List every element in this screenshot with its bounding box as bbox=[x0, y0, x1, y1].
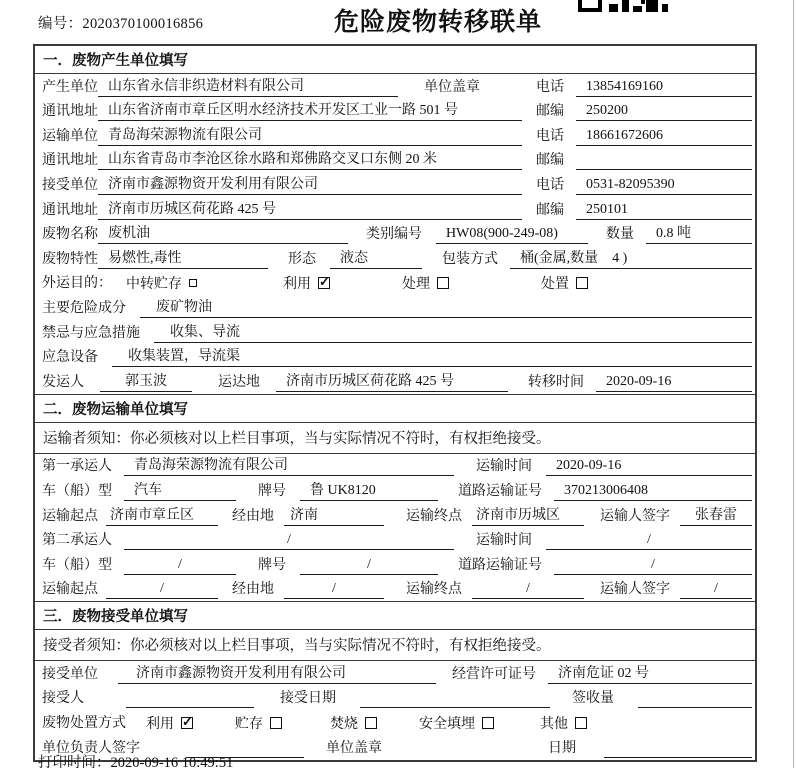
plate-value: 鲁 UK8120 bbox=[300, 482, 438, 501]
route-end-label: 运输终点 bbox=[406, 508, 462, 524]
zip-label: 邮编 bbox=[536, 153, 564, 169]
vehicle-type-label: 车（船）型 bbox=[42, 557, 112, 573]
row-receive-address bbox=[35, 197, 755, 222]
receive-unit-value: 济南市鑫源物资开发利用有限公司 bbox=[98, 176, 522, 195]
first-carrier-label: 第一承运人 bbox=[42, 459, 112, 475]
zip-label: 邮编 bbox=[536, 202, 564, 218]
row-vehicle-2 bbox=[35, 552, 755, 577]
destination-value: 济南市历城区荷花路 425 号 bbox=[276, 373, 508, 392]
disposal-option-incinerate bbox=[330, 713, 377, 733]
disposal-option-store bbox=[235, 713, 282, 733]
row-produce-unit bbox=[35, 74, 755, 99]
via-label: 经由地 bbox=[232, 582, 274, 598]
row-receiver-person bbox=[35, 686, 755, 711]
transfer-time-label: 转移时间 bbox=[528, 374, 584, 390]
purpose-option-transfer bbox=[126, 273, 197, 293]
transport-time-label: 运输时间 bbox=[476, 459, 532, 475]
section2-header: 二．废物运输单位填写 bbox=[35, 395, 755, 423]
phone-label: 电话 bbox=[536, 128, 564, 144]
signed-quantity-label: 签收量 bbox=[572, 691, 614, 707]
section-producer bbox=[35, 46, 755, 394]
row-emergency-equipment bbox=[35, 345, 755, 370]
route-start-value: / bbox=[106, 580, 218, 599]
disposal-label: 废物处置方式 bbox=[42, 716, 126, 732]
treat-checkbox bbox=[437, 277, 449, 289]
route-start-value: 济南市章丘区 bbox=[106, 507, 218, 526]
purpose-label: 外运目的： bbox=[42, 276, 112, 292]
row-receive-unit-3 bbox=[35, 661, 755, 686]
unit-stamp-label: 单位盖章 bbox=[424, 79, 480, 95]
dispose-checkbox bbox=[576, 277, 588, 289]
waste-character-value: 易燃性,毒性 bbox=[98, 250, 268, 269]
transport-time-label: 运输时间 bbox=[476, 533, 532, 549]
sender-value: 郭玉波 bbox=[100, 373, 192, 392]
sender-label: 发运人 bbox=[42, 374, 84, 390]
row-waste-character bbox=[35, 246, 755, 271]
incinerate-checkbox bbox=[365, 717, 377, 729]
row-vehicle-1 bbox=[35, 478, 755, 503]
section-receiver bbox=[35, 601, 755, 759]
receiver-label: 接受人 bbox=[42, 691, 84, 707]
packing-label: 包装方式 bbox=[442, 251, 498, 267]
print-time-line bbox=[38, 751, 233, 768]
row-second-carrier bbox=[35, 528, 755, 553]
phone-label: 电话 bbox=[536, 177, 564, 193]
row-transport-address bbox=[35, 148, 755, 173]
vehicle-type-value: 汽车 bbox=[124, 482, 236, 501]
road-license-label: 道路运输证号 bbox=[458, 483, 542, 499]
zip-label: 邮编 bbox=[536, 104, 564, 120]
disposal-option-label: 贮存 bbox=[235, 717, 263, 733]
row-sender bbox=[35, 369, 755, 394]
address-label: 通讯地址 bbox=[42, 104, 98, 120]
receive-unit-label: 接受单位 bbox=[42, 666, 98, 682]
route-end-value: 济南市历城区 bbox=[472, 507, 584, 526]
manifest-form bbox=[33, 44, 757, 762]
disposal-option-label: 安全填埋 bbox=[419, 717, 475, 733]
purpose-option-dispose bbox=[541, 273, 588, 293]
form-label: 形态 bbox=[288, 251, 316, 267]
print-time-label: 打印时间： bbox=[38, 755, 111, 768]
unit-stamp-label: 单位盖章 bbox=[326, 740, 382, 756]
via-label: 经由地 bbox=[232, 508, 274, 524]
via-value: / bbox=[284, 580, 384, 599]
route-start-label: 运输起点 bbox=[42, 582, 98, 598]
road-license-value: / bbox=[554, 556, 752, 575]
hazard-label: 主要危险成分 bbox=[42, 300, 126, 316]
row-route-2 bbox=[35, 577, 755, 602]
vehicle-type-value: / bbox=[124, 556, 236, 575]
date-value bbox=[604, 739, 752, 758]
transfer-checkbox bbox=[189, 279, 197, 287]
row-taboo-measures bbox=[35, 320, 755, 345]
disposal-option-label: 利用 bbox=[146, 717, 174, 733]
waste-character-label: 废物特性 bbox=[42, 251, 98, 267]
carrier-sign-label: 运输人签字 bbox=[600, 508, 670, 524]
receive-unit-value: 济南市鑫源物资开发利用有限公司 bbox=[118, 665, 436, 684]
page-edge-divider bbox=[793, 0, 794, 768]
via-value: 济南 bbox=[284, 507, 384, 526]
serial-value: 2020370100016856 bbox=[82, 16, 204, 32]
responsible-sign-label: 单位负责人签字 bbox=[42, 740, 140, 756]
row-receive-unit bbox=[35, 172, 755, 197]
transport-unit-label: 运输单位 bbox=[42, 128, 98, 144]
produce-address-value: 山东省济南市章丘区明水经济技术开发区工业一路 501 号 bbox=[98, 102, 522, 121]
category-value: HW08(900-249-08) bbox=[436, 225, 588, 244]
address-label: 通讯地址 bbox=[42, 202, 98, 218]
transport-time-value: 2020-09-16 bbox=[546, 457, 752, 476]
page-title: 危险废物转移联单 bbox=[333, 8, 542, 36]
hazard-value: 废矿物油 bbox=[140, 299, 752, 318]
second-carrier-value: / bbox=[124, 531, 454, 550]
produce-zip-value: 250200 bbox=[576, 102, 752, 121]
equipment-label: 应急设备 bbox=[42, 350, 98, 366]
phone-label: 电话 bbox=[536, 79, 564, 95]
produce-phone-value: 13854169160 bbox=[576, 78, 752, 97]
first-carrier-value: 青岛海荣源物流有限公司 bbox=[124, 457, 454, 476]
row-disposal-method bbox=[35, 710, 755, 735]
purpose-option-label: 中转贮存 bbox=[126, 277, 182, 293]
disposal-option-other bbox=[540, 713, 587, 733]
taboo-label: 禁忌与应急措施 bbox=[42, 325, 140, 341]
receiver-value bbox=[126, 689, 254, 708]
row-hazard-component bbox=[35, 295, 755, 320]
produce-unit-value: 山东省永信非织造材料有限公司 bbox=[98, 78, 398, 97]
receiver-notice: 接受者须知：你必须核对以上栏目事项，当与实际情况不符时，有权拒绝接受。 bbox=[35, 630, 755, 661]
purpose-option-treat bbox=[402, 273, 449, 293]
road-license-value: 370213006408 bbox=[554, 482, 752, 501]
row-transport-unit bbox=[35, 123, 755, 148]
plate-label: 牌号 bbox=[258, 483, 286, 499]
use-checkbox bbox=[318, 277, 330, 289]
row-route-1 bbox=[35, 503, 755, 528]
receive-date-label: 接受日期 bbox=[280, 691, 336, 707]
operating-license-value: 济南危证 02 号 bbox=[548, 665, 752, 684]
plate-label: 牌号 bbox=[258, 557, 286, 573]
landfill-checkbox bbox=[482, 717, 494, 729]
quantity-label: 数量 bbox=[606, 227, 634, 243]
use-checkbox bbox=[181, 717, 193, 729]
equipment-value: 收集装置，导流渠 bbox=[112, 348, 752, 367]
form-value: 液态 bbox=[330, 250, 422, 269]
row-produce-address bbox=[35, 99, 755, 124]
section3-header: 三．废物接受单位填写 bbox=[35, 602, 755, 630]
waste-name-label: 废物名称 bbox=[42, 227, 98, 243]
destination-label: 运达地 bbox=[218, 374, 260, 390]
receive-phone-value: 0531-82095390 bbox=[576, 176, 752, 195]
address-label: 通讯地址 bbox=[42, 153, 98, 169]
transport-address-value: 山东省青岛市李沧区徐水路和郑佛路交叉口东侧 20 米 bbox=[98, 151, 522, 170]
waste-name-value: 废机油 bbox=[98, 225, 348, 244]
route-end-value: / bbox=[472, 580, 584, 599]
taboo-value: 收集、导流 bbox=[154, 324, 752, 343]
carrier-sign-value: 张春雷 bbox=[680, 507, 752, 526]
row-first-carrier bbox=[35, 454, 755, 479]
quantity-value: 0.8 吨 bbox=[646, 225, 752, 244]
purpose-option-label: 处置 bbox=[541, 277, 569, 293]
transport-phone-value: 18661672606 bbox=[576, 127, 752, 146]
receive-unit-label: 接受单位 bbox=[42, 177, 98, 193]
operating-license-label: 经营许可证号 bbox=[452, 666, 536, 682]
purpose-option-label: 利用 bbox=[283, 277, 311, 293]
route-end-label: 运输终点 bbox=[406, 582, 462, 598]
section1-header: 一．废物产生单位填写 bbox=[35, 46, 755, 74]
disposal-option-label: 焚烧 bbox=[330, 717, 358, 733]
transport-time-value: / bbox=[546, 531, 752, 550]
receive-zip-value: 250101 bbox=[576, 201, 752, 220]
transporter-notice: 运输者须知：你必须核对以上栏目事项，当与实际情况不符时，有权拒绝接受。 bbox=[35, 423, 755, 454]
route-start-label: 运输起点 bbox=[42, 508, 98, 524]
row-waste-name bbox=[35, 222, 755, 247]
category-label: 类别编号 bbox=[366, 227, 422, 243]
disposal-option-label: 其他 bbox=[540, 717, 568, 733]
other-checkbox bbox=[575, 717, 587, 729]
vehicle-type-label: 车（船）型 bbox=[42, 483, 112, 499]
row-purpose bbox=[35, 271, 755, 296]
transfer-time-value: 2020-09-16 bbox=[596, 373, 752, 392]
purpose-option-use bbox=[283, 273, 330, 293]
signed-quantity-value bbox=[638, 689, 752, 708]
print-time-value: 2020-09-16 10:49:51 bbox=[110, 755, 234, 768]
second-carrier-label: 第二承运人 bbox=[42, 533, 112, 549]
plate-value: / bbox=[300, 556, 438, 575]
packing-value: 桶(金属,数量 4 ) bbox=[510, 250, 752, 269]
purpose-option-label: 处理 bbox=[402, 277, 430, 293]
produce-unit-label: 产生单位 bbox=[42, 79, 98, 95]
section-transporter bbox=[35, 394, 755, 602]
serial-label: 编号： bbox=[38, 16, 83, 32]
carrier-sign-value: / bbox=[680, 580, 752, 599]
qr-code-fragment-icon bbox=[578, 0, 668, 18]
date-label: 日期 bbox=[548, 740, 576, 756]
carrier-sign-label: 运输人签字 bbox=[600, 582, 670, 598]
store-checkbox bbox=[270, 717, 282, 729]
receive-date-value bbox=[360, 689, 550, 708]
receive-address-value: 济南市历城区荷花路 425 号 bbox=[98, 201, 522, 220]
road-license-label: 道路运输证号 bbox=[458, 557, 542, 573]
disposal-option-landfill bbox=[419, 713, 494, 733]
transport-zip-value bbox=[576, 151, 752, 170]
disposal-option-use bbox=[146, 713, 193, 733]
transport-unit-value: 青岛海荣源物流有限公司 bbox=[98, 127, 522, 146]
